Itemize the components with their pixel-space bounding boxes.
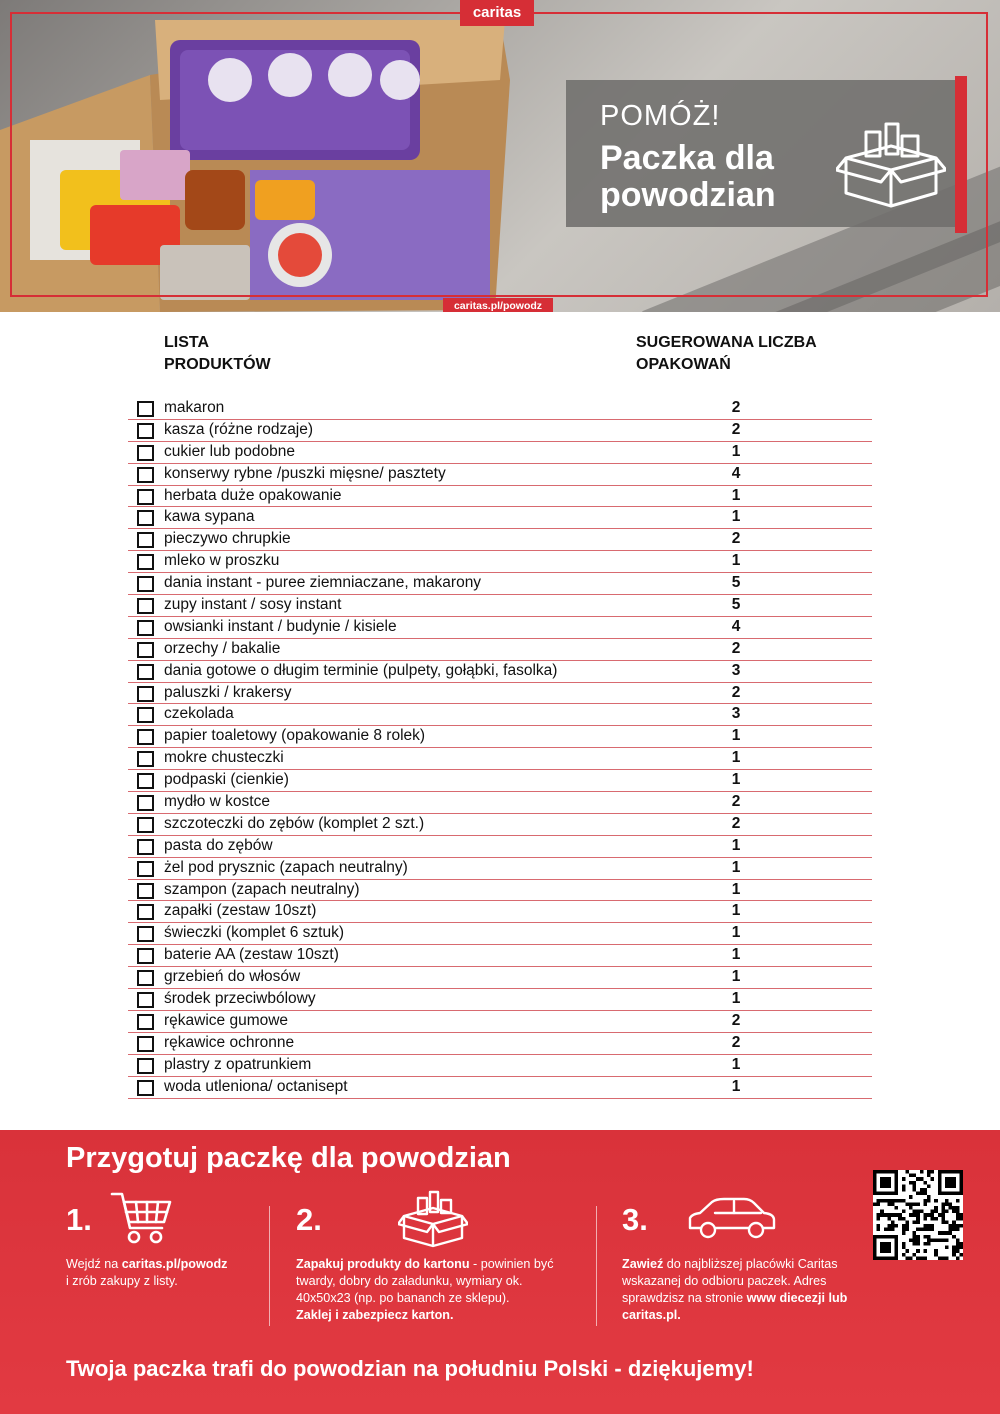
checkbox[interactable] [137, 904, 154, 920]
step-divider [269, 1206, 270, 1326]
checkbox[interactable] [137, 510, 154, 526]
product-name: paluszki / krakersy [164, 683, 292, 701]
step-number: 1. [66, 1202, 92, 1237]
product-name: grzebień do włosów [164, 968, 301, 986]
list-item [128, 967, 872, 989]
parcel-box-icon [836, 118, 946, 208]
checkbox[interactable] [137, 664, 154, 680]
checkbox[interactable] [137, 642, 154, 658]
product-name: mleko w proszku [164, 552, 280, 570]
product-name: środek przeciwbólowy [164, 990, 316, 1008]
list-item [128, 704, 872, 726]
product-quantity: 1 [731, 508, 741, 526]
product-name: mokre chusteczki [164, 749, 284, 767]
parcel-box-icon [398, 1190, 468, 1248]
product-name: cukier lub podobne [164, 442, 295, 460]
checkbox[interactable] [137, 817, 154, 833]
list-item [128, 661, 872, 683]
list-item [128, 683, 872, 705]
product-quantity: 2 [731, 1033, 741, 1051]
list-item [128, 1033, 872, 1055]
step-text-bold: Zaklej i zabezpiecz karton. [296, 1308, 454, 1322]
list-item [128, 836, 872, 858]
product-quantity: 1 [731, 1077, 741, 1095]
checkbox[interactable] [137, 1058, 154, 1074]
qr-code-pattern [873, 1170, 963, 1260]
list-item [128, 464, 872, 486]
product-name: kasza (różne rodzaje) [164, 420, 314, 438]
checkbox[interactable] [137, 686, 154, 702]
checkbox[interactable] [137, 751, 154, 767]
product-name: żel pod prysznic (zapach neutralny) [164, 858, 408, 876]
caritas-logo[interactable]: caritas [460, 0, 534, 26]
product-quantity: 1 [731, 924, 741, 942]
step-text-bold: Zawieź [622, 1257, 664, 1271]
product-name: świeczki (komplet 6 sztuk) [164, 924, 345, 942]
list-item [128, 551, 872, 573]
checkbox[interactable] [137, 795, 154, 811]
step-number: 2. [296, 1202, 322, 1237]
list-item [128, 1011, 872, 1033]
step-divider [596, 1206, 597, 1326]
product-quantity: 1 [731, 1055, 741, 1073]
product-quantity: 4 [731, 464, 741, 482]
checkbox[interactable] [137, 883, 154, 899]
product-quantity: 1 [731, 946, 741, 964]
step-text-part: i zrób zakupy z listy. [66, 1274, 178, 1288]
product-checklist [128, 398, 872, 1099]
product-quantity: 1 [731, 552, 741, 570]
product-quantity: 1 [731, 880, 741, 898]
product-quantity: 1 [731, 858, 741, 876]
list-item [128, 595, 872, 617]
checkbox[interactable] [137, 729, 154, 745]
checkbox[interactable] [137, 467, 154, 483]
column-header-products: LISTA PRODUKTÓW [164, 334, 271, 373]
product-name: herbata duże opakowanie [164, 486, 342, 504]
product-quantity: 2 [731, 793, 741, 811]
product-quantity: 2 [731, 1011, 741, 1029]
checkbox[interactable] [137, 773, 154, 789]
product-quantity: 1 [731, 990, 741, 1008]
step-text-part: do najbliższej placówki Caritas wskazanej do odbioru paczek. Adres sprawdzisz na stronie [622, 1257, 838, 1305]
list-item [128, 573, 872, 595]
list-item [128, 398, 872, 420]
product-quantity: 2 [731, 530, 741, 548]
list-item [128, 529, 872, 551]
list-item [128, 748, 872, 770]
product-name: woda utleniona/ octanisept [164, 1077, 348, 1095]
list-item [128, 507, 872, 529]
closing-message: Twoja paczka trafi do powodzian na południu Polski - dziękujemy! [66, 1356, 754, 1381]
product-name: dania instant - puree ziemniaczane, makarony [164, 574, 482, 592]
step-text-bold: Zapakuj produkty do kartonu [296, 1257, 470, 1271]
promo-accent-bar [955, 76, 967, 233]
footer-title: Przygotuj paczkę dla powodzian [66, 1142, 511, 1174]
product-quantity: 2 [731, 683, 741, 701]
product-quantity: 1 [731, 486, 741, 504]
checkbox[interactable] [137, 445, 154, 461]
list-item [128, 858, 872, 880]
list-item [128, 639, 872, 661]
step-text-bold: www diecezji lub caritas.pl. [622, 1291, 848, 1322]
list-item [128, 442, 872, 464]
checkbox[interactable] [137, 1014, 154, 1030]
list-item [128, 726, 872, 748]
product-quantity: 5 [731, 596, 741, 614]
product-quantity: 1 [731, 902, 741, 920]
step-1-text [66, 1256, 328, 1290]
checkbox[interactable] [137, 554, 154, 570]
product-quantity: 5 [731, 574, 741, 592]
list-item [128, 770, 872, 792]
product-name: konserwy rybne /puszki mięsne/ pasztety [164, 464, 446, 482]
product-quantity: 1 [731, 442, 741, 460]
checkbox[interactable] [137, 970, 154, 986]
step-text-part: Wejdź na [66, 1257, 122, 1271]
product-quantity: 1 [731, 749, 741, 767]
checkbox[interactable] [137, 992, 154, 1008]
car-icon [686, 1196, 778, 1240]
checkbox[interactable] [137, 948, 154, 964]
checkbox[interactable] [137, 1080, 154, 1096]
product-name: kawa sypana [164, 508, 255, 526]
product-quantity: 2 [731, 399, 741, 416]
list-item [128, 989, 872, 1011]
checkbox[interactable] [137, 489, 154, 505]
checkbox[interactable] [137, 576, 154, 592]
campaign-url[interactable]: caritas.pl/powodz [443, 298, 553, 312]
list-item [128, 486, 872, 508]
list-item [128, 617, 872, 639]
product-name: makaron [164, 399, 225, 416]
checkbox[interactable] [137, 532, 154, 548]
product-name: pieczywo chrupkie [164, 530, 291, 548]
checkbox[interactable] [137, 839, 154, 855]
step-text-part: - powinien być twardy, dobry do załadunku, wymiary ok. 40x50x23 (np. po bananch ze sklepu). [296, 1257, 554, 1305]
product-name: szampon (zapach neutralny) [164, 880, 360, 898]
column-header-quantity: SUGEROWANA LICZBA OPAKOWAŃ [636, 334, 817, 373]
checkbox[interactable] [137, 401, 154, 417]
product-quantity: 1 [731, 771, 741, 789]
list-item [128, 1077, 872, 1099]
product-quantity: 1 [731, 968, 741, 986]
list-item [128, 945, 872, 967]
product-name: orzechy / bakalie [164, 639, 281, 657]
step-3-text [622, 1256, 862, 1324]
promo-pre-title: POMÓŻ! [600, 100, 721, 132]
promo-title: Paczka dla powodzian [600, 139, 776, 214]
step-text-bold: caritas.pl/powodz [121, 1257, 228, 1271]
list-item [128, 880, 872, 902]
product-quantity: 3 [731, 661, 741, 679]
product-name: czekolada [164, 705, 234, 723]
qr-code[interactable] [873, 1170, 963, 1260]
list-item [128, 1055, 872, 1077]
checkbox[interactable] [137, 861, 154, 877]
checkbox[interactable] [137, 707, 154, 723]
checkbox[interactable] [137, 620, 154, 636]
product-name: baterie AA (zestaw 10szt) [164, 946, 339, 964]
step-number: 3. [622, 1202, 648, 1237]
step-2-text [296, 1256, 558, 1324]
product-quantity: 2 [731, 420, 741, 438]
checkbox[interactable] [137, 1036, 154, 1052]
product-name: podpaski (cienkie) [164, 771, 289, 789]
product-name: rękawice gumowe [164, 1011, 289, 1029]
checkbox[interactable] [137, 423, 154, 439]
hero-banner [0, 0, 1000, 312]
list-item [128, 420, 872, 442]
product-name: mydło w kostce [164, 793, 270, 811]
list-item [128, 792, 872, 814]
product-name: zapałki (zestaw 10szt) [164, 902, 317, 920]
product-name: owsianki instant / budynie / kisiele [164, 617, 397, 635]
list-item [128, 814, 872, 836]
list-item [128, 901, 872, 923]
product-name: pasta do zębów [164, 836, 273, 854]
product-quantity: 2 [731, 639, 741, 657]
product-quantity: 2 [731, 814, 741, 832]
product-quantity: 1 [731, 836, 741, 854]
product-name: rękawice ochronne [164, 1033, 295, 1051]
product-quantity: 1 [731, 727, 741, 745]
shopping-cart-icon [110, 1190, 172, 1246]
product-name: zupy instant / sosy instant [164, 596, 342, 614]
product-quantity: 3 [731, 705, 741, 723]
product-quantity: 4 [731, 617, 741, 635]
product-name: szczoteczki do zębów (komplet 2 szt.) [164, 814, 425, 832]
checkbox[interactable] [137, 926, 154, 942]
product-name: dania gotowe o długim terminie (pulpety, gołąbki, fasolka) [164, 661, 558, 679]
product-name: papier toaletowy (opakowanie 8 rolek) [164, 727, 426, 745]
product-name: plastry z opatrunkiem [164, 1055, 312, 1073]
footer-instructions [0, 1130, 1000, 1414]
list-item [128, 923, 872, 945]
checkbox[interactable] [137, 598, 154, 614]
